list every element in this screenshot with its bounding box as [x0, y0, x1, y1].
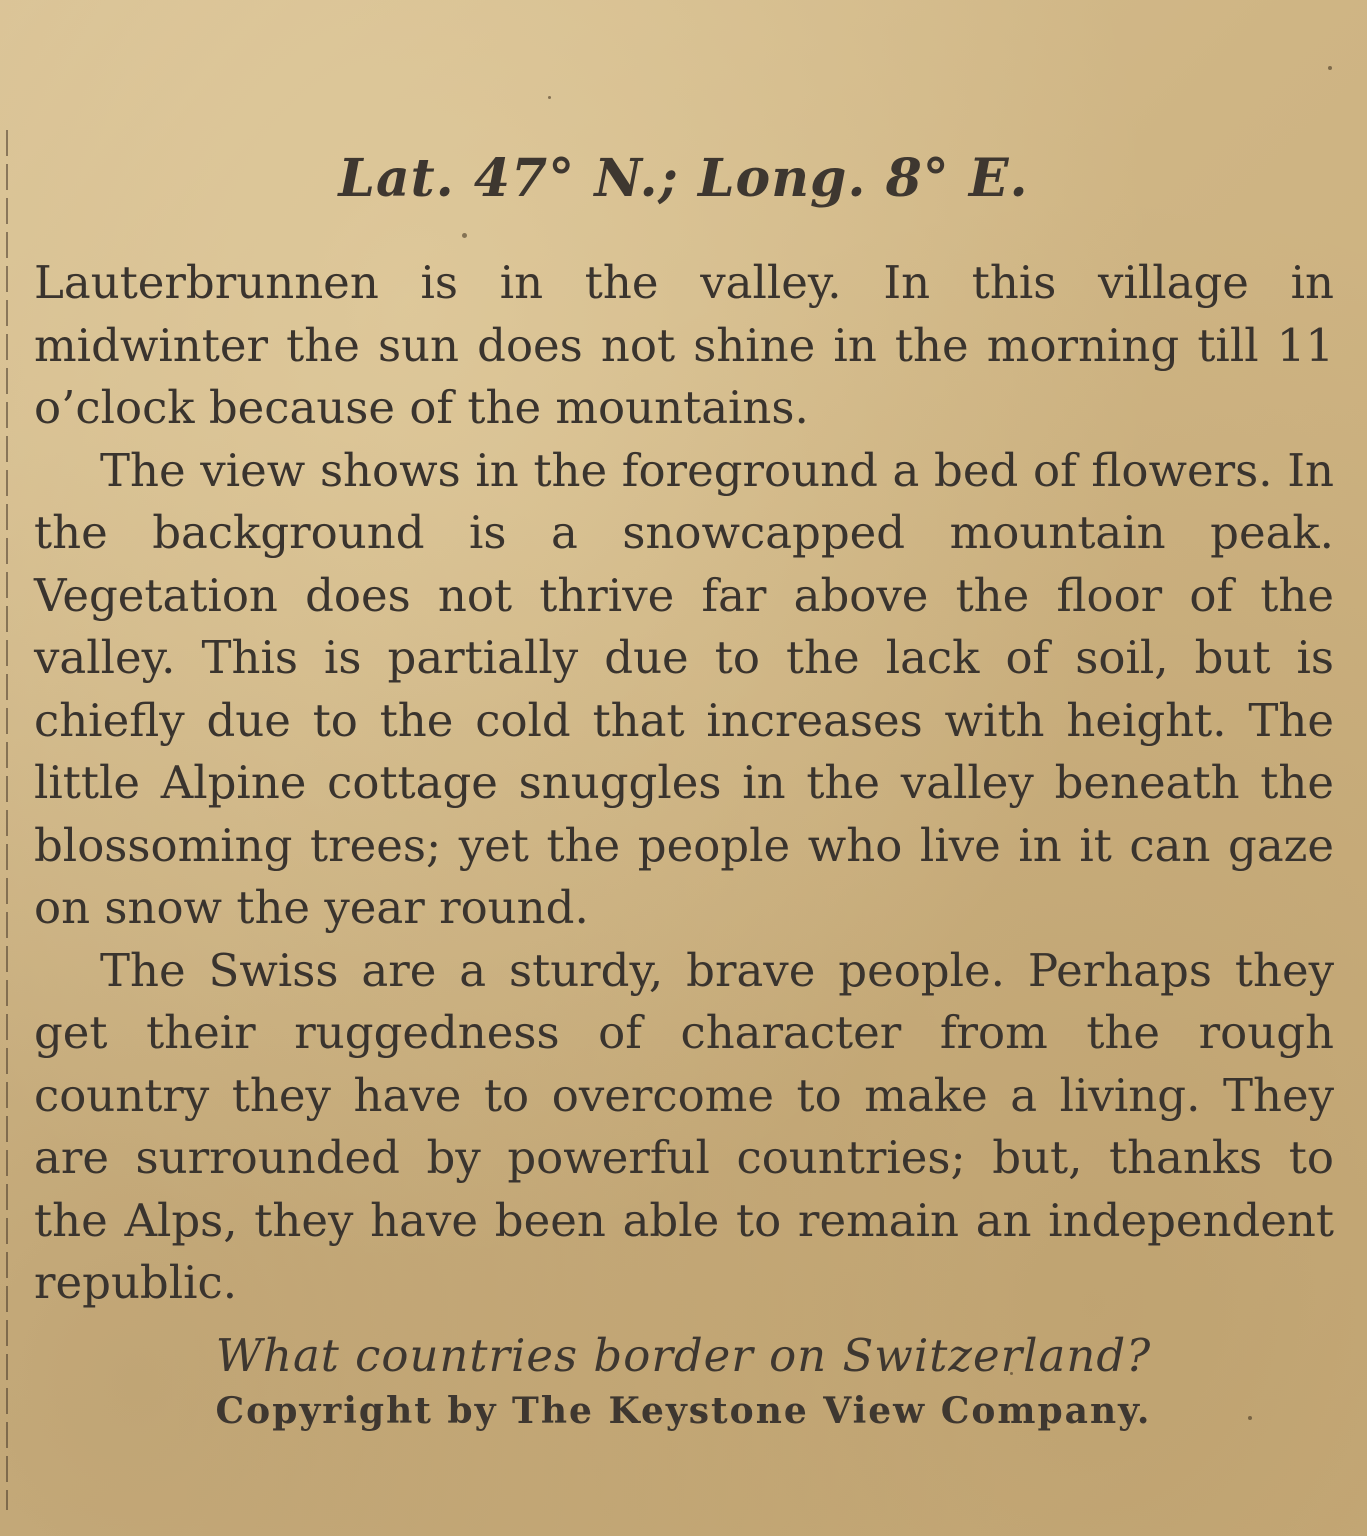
- paper-speck: [462, 233, 467, 238]
- paragraph-valley: Lauterbrunnen is in the valley. In this village in midwinter the sun does not shine in the morning till 11 o’clock because of the mountains.: [34, 256, 1334, 434]
- paragraph-view: The view shows in the foreground a bed of flowers. In the background is a snowcapped mountain peak. Vegetation does not thrive far above the floor of the valley. This is partially due to the lack of soil, but is chiefly due to the cold that increases with height. The little Alpine cottage snuggles in the valley beneath the blossoming trees; yet the people who live in it can gaze on snow the year round.: [34, 443, 1334, 934]
- coordinates-heading: Lat. 47° N.; Long. 8° E.: [338, 148, 1029, 209]
- copyright-line: Copyright by The Keystone View Company.: [215, 1390, 1152, 1432]
- paper-speck: [1328, 66, 1332, 70]
- paper-speck: [548, 96, 551, 99]
- left-border-rule: [6, 130, 8, 1510]
- description-text: [34, 252, 1334, 1315]
- study-question: What countries border on Switzerland?: [215, 1329, 1152, 1382]
- paragraph-swiss: The Swiss are a sturdy, brave people. Perhaps they get their ruggedness of character from the rough country they have to overcome to make a living. They are surrounded by powerful countries; but, thanks to the Alps, they have been able to remain an independent republic.: [34, 943, 1334, 1309]
